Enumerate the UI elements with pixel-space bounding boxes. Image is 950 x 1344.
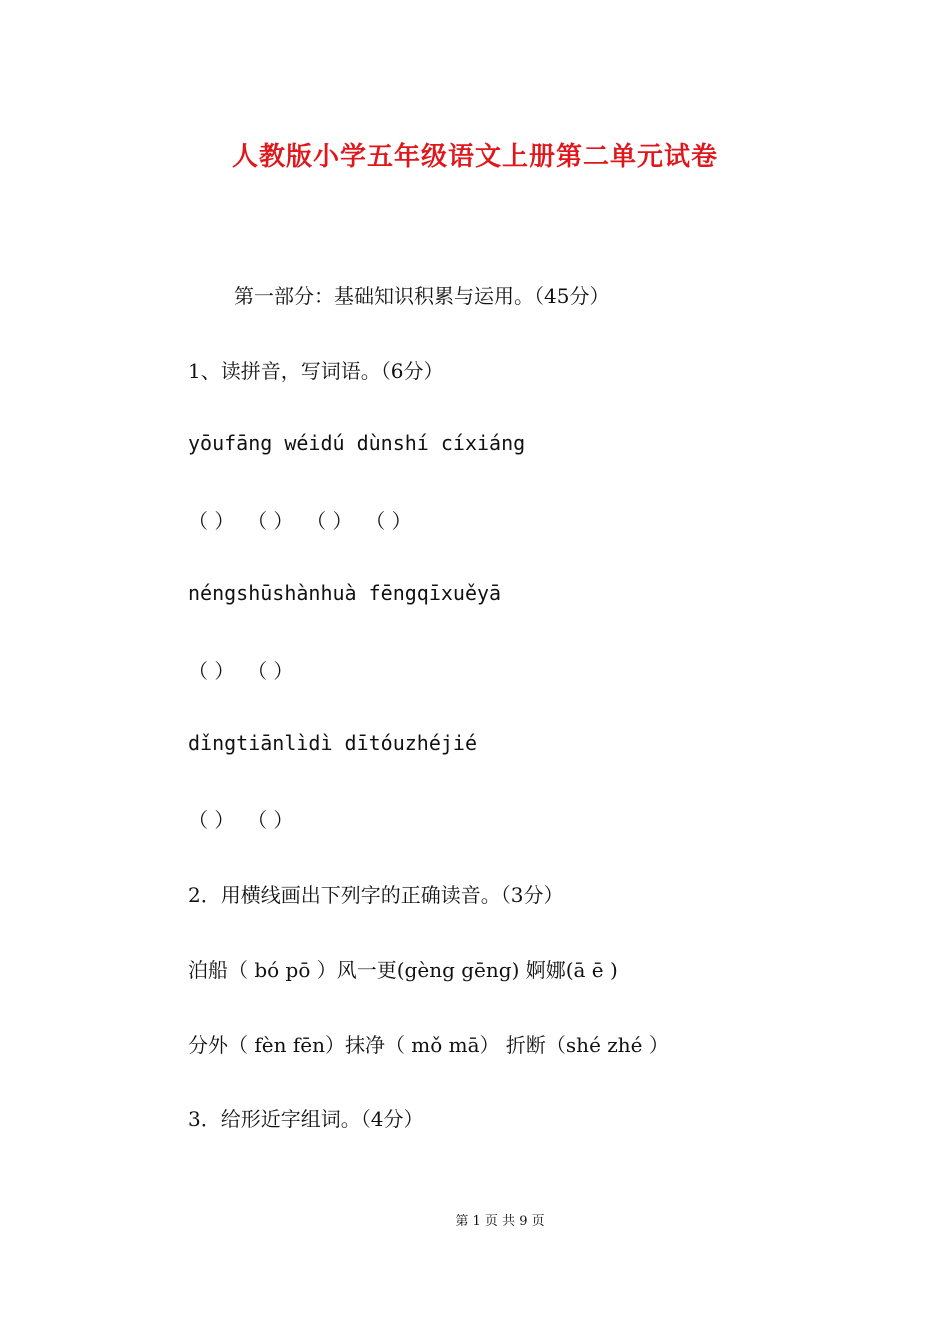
section-heading: 第一部分：基础知识积累与运用。（45分） bbox=[234, 284, 610, 308]
page-footer: 第 1 页 共 9 页 bbox=[455, 1214, 545, 1229]
document-title: 人教版小学五年级语文上册第二单元试卷 bbox=[231, 142, 718, 172]
question-3: 3．给形近字组词。（4分） bbox=[188, 1107, 424, 1131]
pinyin-line-1: yōufāng wéidú dùnshí cíxiáng bbox=[188, 431, 526, 455]
question-2-line-2: 分外（ fèn fēn）抹净（ mǒ mā） 折断（shé zhé ） bbox=[188, 1033, 669, 1057]
question-1: 1、读拼音，写词语。（6分） bbox=[188, 359, 444, 383]
pinyin-line-2: néngshūshànhuà fēngqīxuěyā bbox=[188, 581, 502, 605]
answer-blanks-1: （ ） （ ） （ ） （ ） bbox=[188, 509, 412, 533]
answer-blanks-3: （ ） （ ） bbox=[188, 808, 294, 832]
question-2-line-1: 泊船（ bó pō ）风一更(gèng gēng) 婀娜(ā ē ) bbox=[188, 958, 618, 982]
pinyin-line-3: dǐngtiānlìdì dītóuzhéjié bbox=[188, 731, 477, 755]
answer-blanks-2: （ ） （ ） bbox=[188, 659, 294, 683]
question-2: 2．用横线画出下列字的正确读音。（3分） bbox=[188, 883, 564, 907]
